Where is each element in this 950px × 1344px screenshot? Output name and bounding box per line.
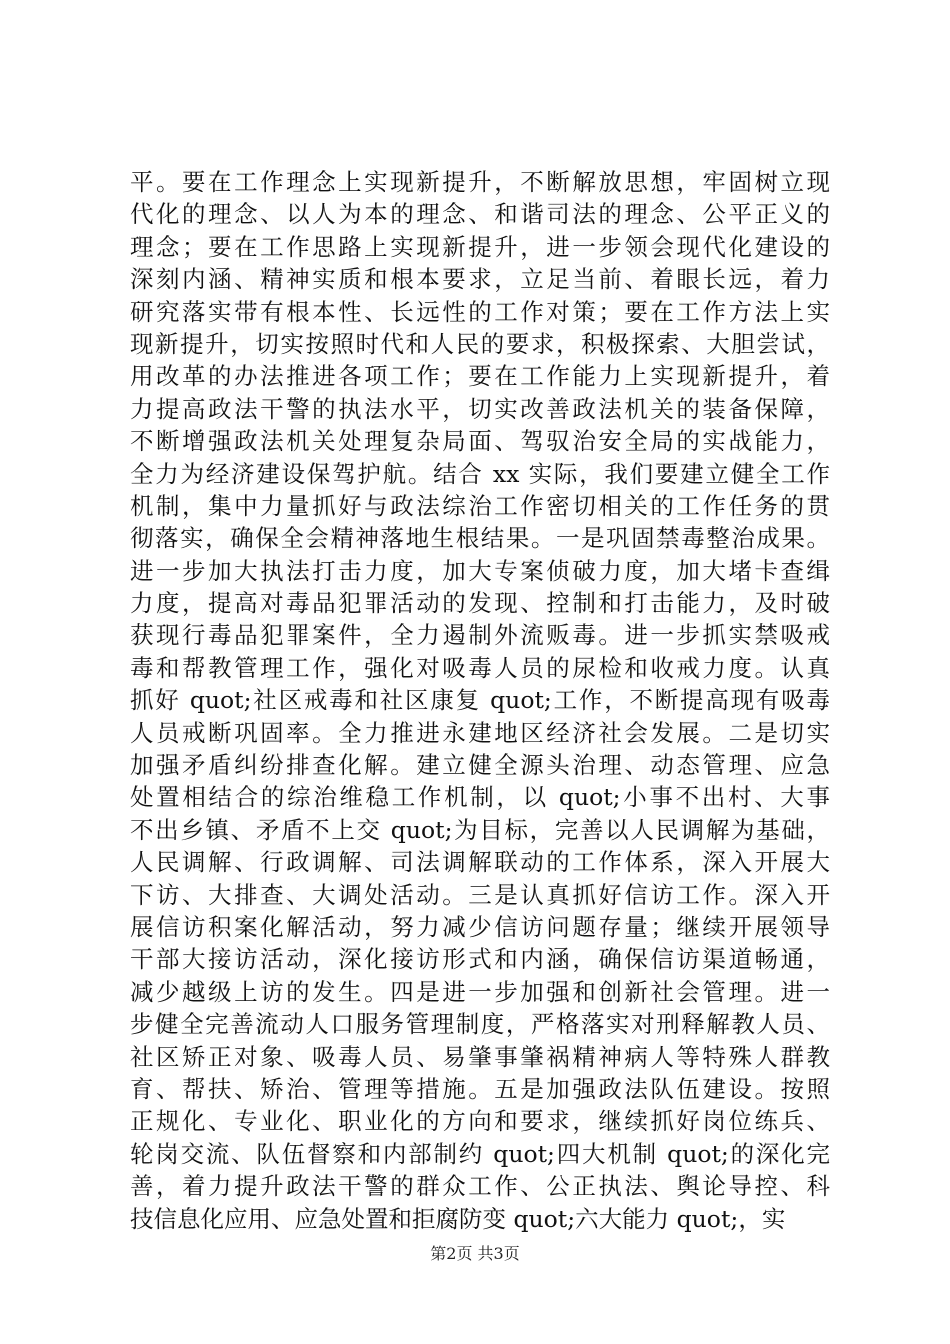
text-line: 全力为经济建设保驾护航。结合 xx 实际，我们要建立健全工作: [130, 459, 830, 488]
text-line: 用改革的办法推进各项工作；要在工作能力上实现新提升，着: [130, 362, 830, 391]
text-line: 力度，提高对毒品犯罪活动的发现、控制和打击能力，及时破: [130, 589, 830, 618]
text-line: 加强矛盾纠纷排查化解。建立健全源头治理、动态管理、应急: [130, 751, 830, 780]
text-line: 彻落实，确保全会精神落地生根结果。一是巩固禁毒整治成果。: [130, 524, 830, 553]
text-line: 不断增强政法机关处理复杂局面、驾驭治安全局的实战能力，: [130, 427, 830, 456]
text-line: 人员戒断巩固率。全力推进永建地区经济社会发展。二是切实: [130, 718, 830, 747]
text-line: 代化的理念、以人为本的理念、和谐司法的理念、公平正义的: [130, 200, 830, 229]
text-line: 处置相结合的综治维稳工作机制，以 quot;小事不出村、大事: [130, 783, 830, 812]
text-line: 毒和帮教管理工作，强化对吸毒人员的尿检和收戒力度。认真: [130, 653, 830, 682]
text-line: 机制，集中力量抓好与政法综治工作密切相关的工作任务的贯: [130, 491, 830, 520]
text-line: 力提高政法干警的执法水平，切实改善政法机关的装备保障，: [130, 394, 830, 423]
text-line: 人民调解、行政调解、司法调解联动的工作体系，深入开展大: [130, 848, 830, 877]
text-line: 减少越级上访的发生。四是进一步加强和创新社会管理。进一: [130, 977, 830, 1006]
text-line: 展信访积案化解活动，努力减少信访问题存量；继续开展领导: [130, 912, 830, 941]
text-line: 下访、大排查、大调处活动。三是认真抓好信访工作。深入开: [130, 880, 830, 909]
page-footer: 第2页 共3页: [430, 1244, 520, 1263]
document-body: [130, 166, 830, 1235]
text-line: 社区矫正对象、吸毒人员、易肇事肇祸精神病人等特殊人群教: [130, 1042, 830, 1071]
text-line: 不出乡镇、矛盾不上交 quot;为目标，完善以人民调解为基础，: [130, 815, 830, 844]
text-line: 获现行毒品犯罪案件，全力遏制外流贩毒。进一步抓实禁吸戒: [130, 621, 830, 650]
text-line: 干部大接访活动，深化接访形式和内涵，确保信访渠道畅通，: [130, 945, 830, 974]
text-line: 正规化、专业化、职业化的方向和要求，继续抓好岗位练兵、: [130, 1107, 830, 1136]
text-line: 抓好 quot;社区戒毒和社区康复 quot;工作，不断提高现有吸毒: [130, 686, 830, 715]
text-line: 理念；要在工作思路上实现新提升，进一步领会现代化建设的: [130, 232, 830, 261]
text-line: 平。要在工作理念上实现新提升，不断解放思想，牢固树立现: [130, 168, 830, 196]
text-line: 善，着力提升政法干警的群众工作、公正执法、舆论导控、科: [130, 1172, 830, 1201]
text-line: 深刻内涵、精神实质和根本要求，立足当前、着眼长远，着力: [130, 265, 830, 294]
text-line: 步健全完善流动人口服务管理制度，严格落实对刑释解教人员、: [130, 1010, 830, 1039]
text-line: 技信息化应用、应急处置和拒腐防变 quot;六大能力 quot;，实: [130, 1204, 786, 1233]
text-line: 现新提升，切实按照时代和人民的要求，积极探索、大胆尝试，: [130, 329, 830, 358]
text-line: 研究落实带有根本性、长远性的工作对策；要在工作方法上实: [130, 297, 830, 326]
text-line: 育、帮扶、矫治、管理等措施。五是加强政法队伍建设。按照: [130, 1074, 830, 1103]
text-line: 进一步加大执法打击力度，加大专案侦破力度，加大堵卡查缉: [130, 556, 830, 585]
text-line: 轮岗交流、队伍督察和内部制约 quot;四大机制 quot;的深化完: [130, 1139, 830, 1168]
